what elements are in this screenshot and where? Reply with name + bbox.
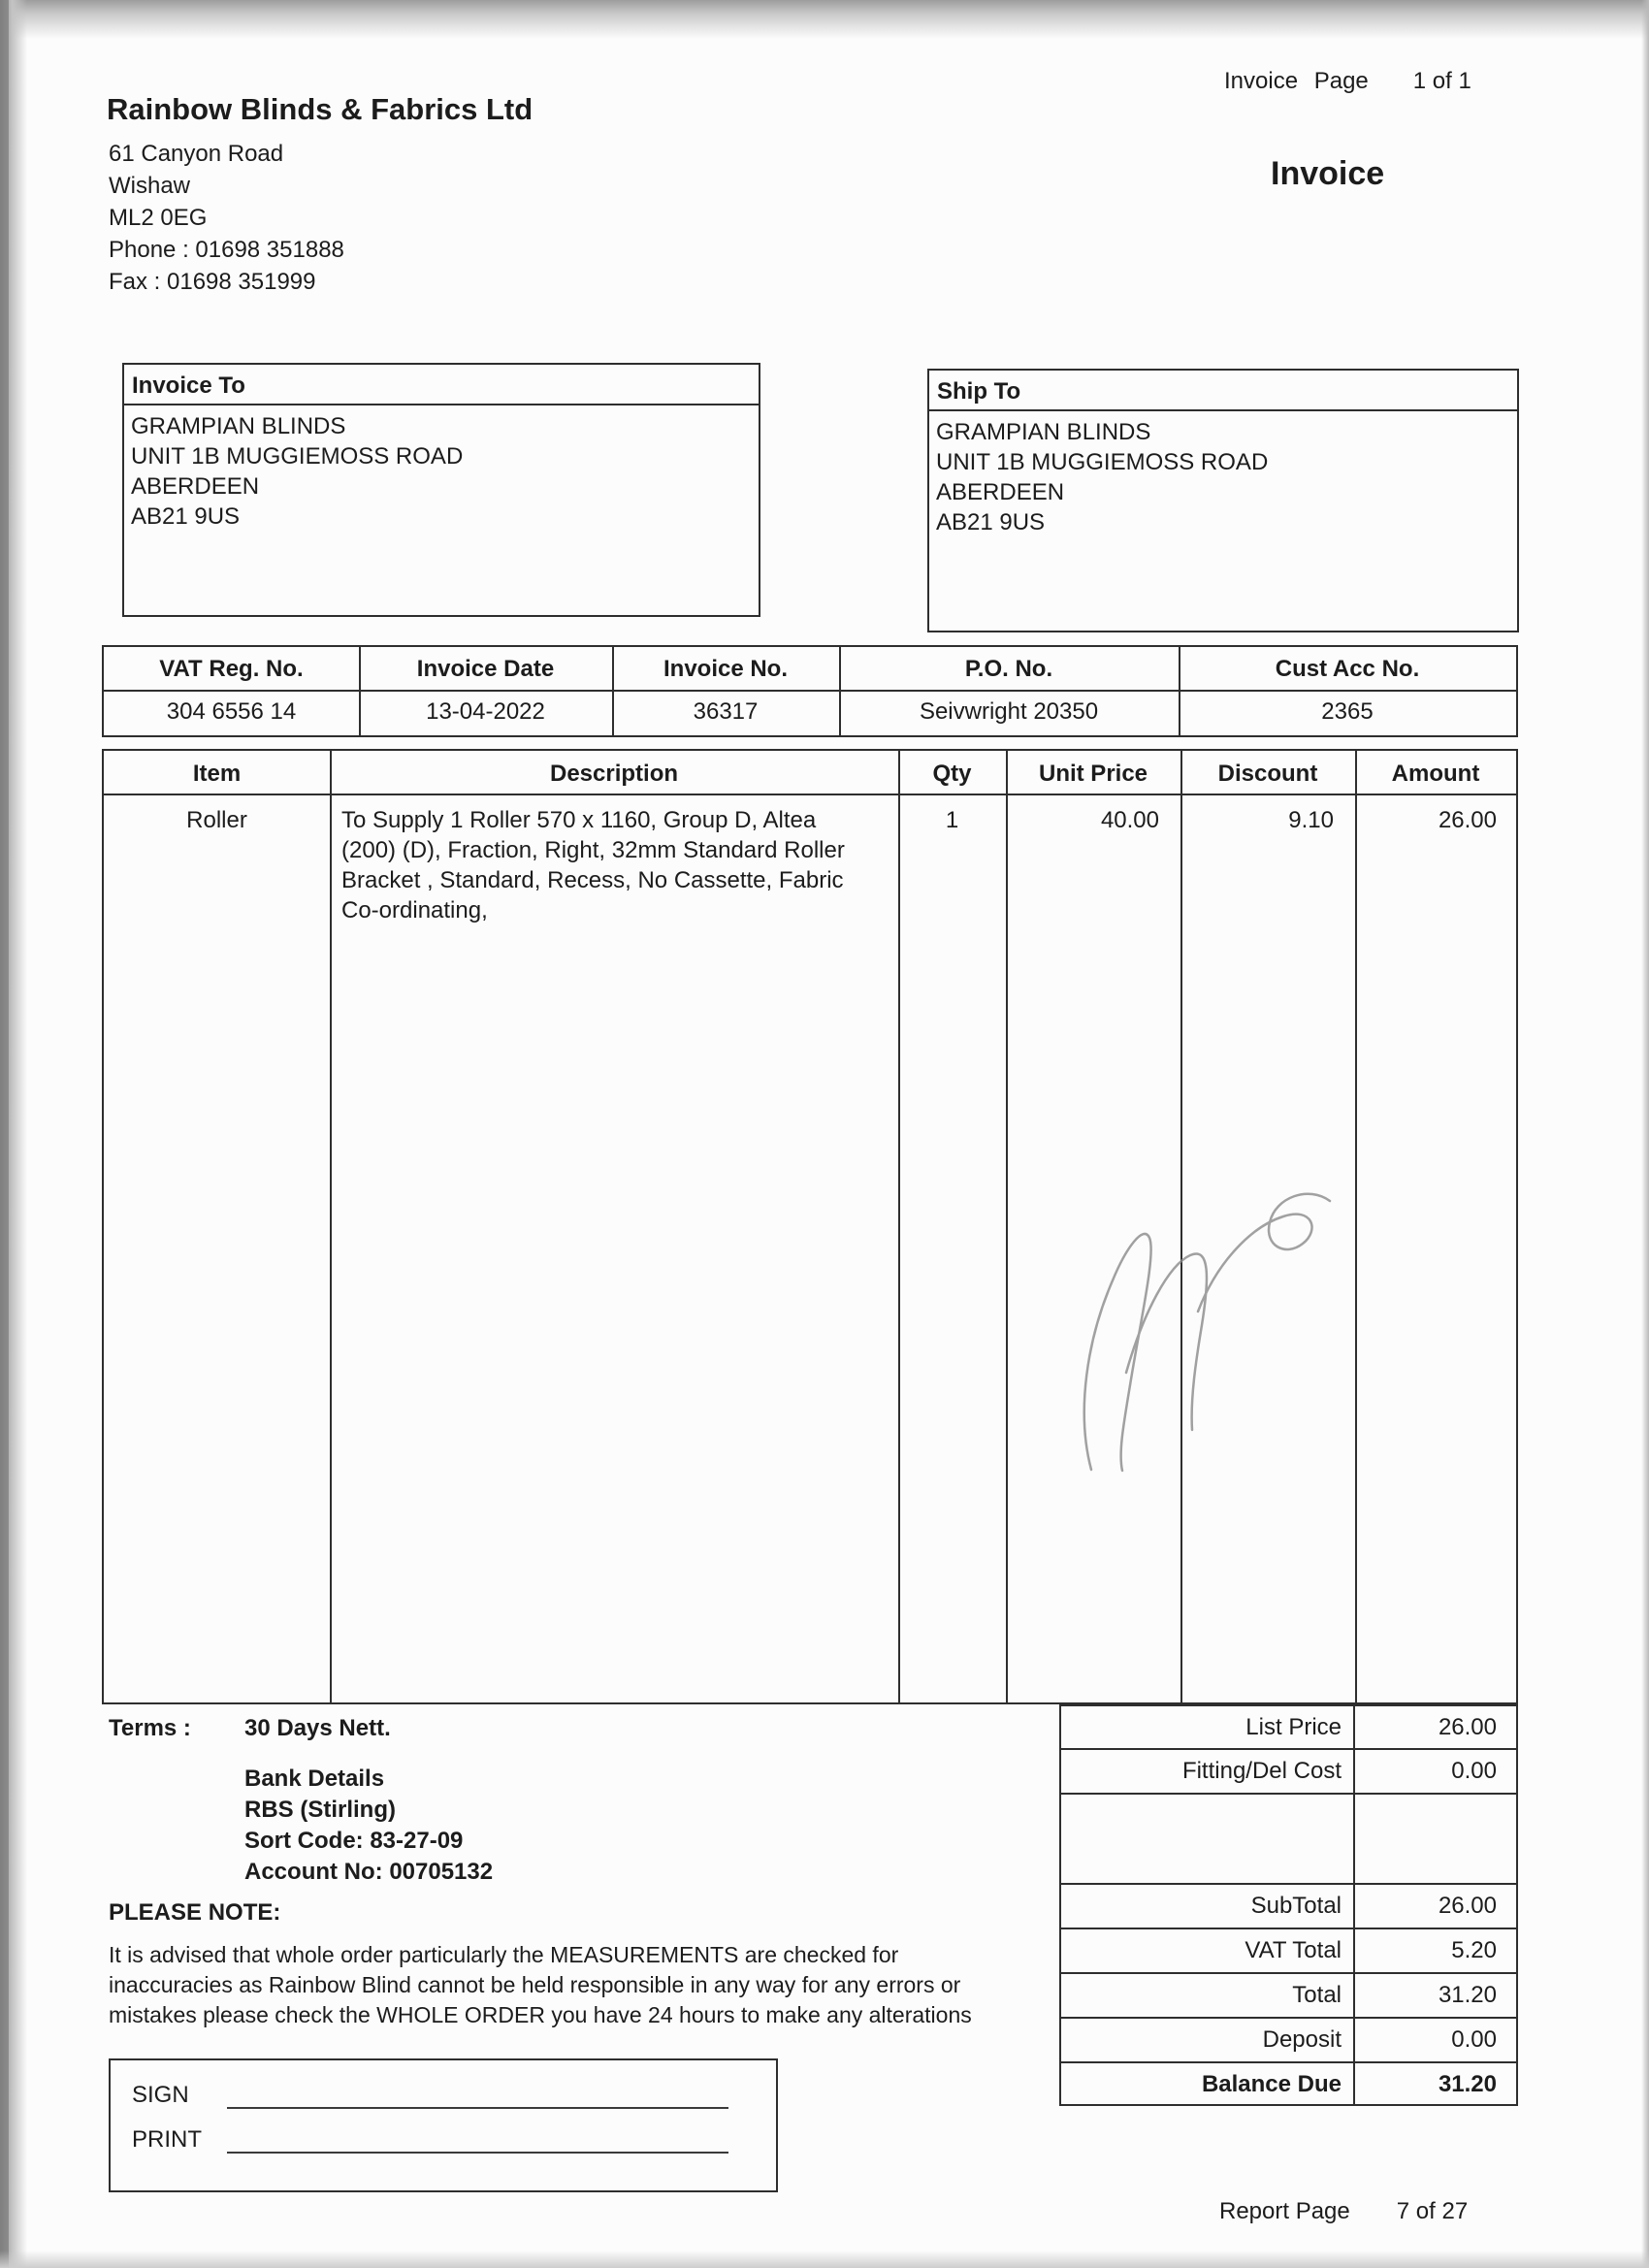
totals-label: VAT Total — [1245, 1937, 1342, 1963]
invoice-to-divider — [124, 404, 759, 405]
totals-value: 5.20 — [1451, 1937, 1497, 1963]
totals-value: 31.20 — [1438, 1982, 1497, 2008]
meta-header-vat: VAT Reg. No. — [159, 656, 304, 682]
terms-row — [109, 1715, 391, 1742]
items-column-divider — [1355, 751, 1357, 1702]
items-header-description: Description — [549, 761, 679, 787]
totals-row-total — [1061, 1974, 1516, 2019]
totals-table — [1059, 1704, 1518, 2106]
totals-value: 31.20 — [1438, 2071, 1497, 2097]
address-line: ML2 0EG — [109, 205, 208, 231]
discount-cell: 9.10 — [1288, 807, 1334, 833]
bank-details-title: Bank Details — [244, 1766, 385, 1792]
totals-row-balance-due — [1061, 2063, 1516, 2104]
invoice-to-line: GRAMPIAN BLINDS — [131, 413, 346, 439]
bank-details-line: Sort Code: 83-27-09 — [244, 1828, 464, 1854]
totals-label: Fitting/Del Cost — [1181, 1758, 1342, 1784]
totals-label: SubTotal — [1250, 1893, 1342, 1919]
invoice-to-box — [122, 363, 760, 617]
invoice-meta-table — [102, 645, 1518, 737]
meta-value-pono: Seivwright 20350 — [919, 698, 1099, 725]
totals-label: List Price — [1245, 1714, 1342, 1740]
totals-row-subtotal — [1061, 1885, 1516, 1929]
invoice-page-indicator — [1224, 68, 1471, 95]
totals-label: Total — [1292, 1982, 1342, 2008]
meta-value-invno: 36317 — [693, 698, 759, 725]
ship-to-line: GRAMPIAN BLINDS — [936, 419, 1151, 445]
amount-cell: 26.00 — [1438, 807, 1497, 833]
items-column-divider — [898, 751, 900, 1702]
bank-details-line: Account No: 00705132 — [244, 1859, 494, 1885]
invoice-to-line: AB21 9US — [131, 503, 241, 530]
address-line: 61 Canyon Road — [109, 141, 284, 167]
totals-row-spacer — [1061, 1795, 1516, 1885]
invoice-page-label: Invoice Page — [1224, 68, 1369, 94]
meta-header-pono: P.O. No. — [964, 656, 1053, 682]
items-header-discount: Discount — [1217, 761, 1318, 787]
description-cell: To Supply 1 Roller 570 x 1160, Group D, Altea (200) (D), Fraction, Right, 32mm Standard Roller Bracket , Standard, Recess, No Cassette, Fabric Co-ordinating, — [341, 807, 845, 923]
scan-edge-bottom — [0, 2251, 1649, 2268]
ship-to-line: ABERDEEN — [936, 479, 1065, 505]
print-label: PRINT — [132, 2126, 202, 2153]
bank-details-line: RBS (Stirling) — [244, 1797, 396, 1823]
meta-value-custacc: 2365 — [1321, 698, 1374, 725]
unit-price-cell: 40.00 — [1100, 807, 1159, 833]
report-page-value: 7 of 27 — [1396, 2198, 1469, 2224]
invoice-to-label: Invoice To — [132, 373, 245, 399]
print-line — [227, 2152, 728, 2154]
meta-value-vat: 304 6556 14 — [166, 698, 297, 725]
terms-label: Terms : — [109, 1715, 191, 1741]
items-header-divider — [104, 794, 1516, 795]
ship-to-line: AB21 9US — [936, 509, 1046, 535]
items-header-unit-price: Unit Price — [1038, 761, 1148, 787]
company-fax: Fax : 01698 351999 — [109, 269, 316, 295]
items-header-qty: Qty — [932, 761, 972, 787]
sign-line — [227, 2107, 728, 2109]
qty-cell: 1 — [945, 807, 959, 833]
address-line: Wishaw — [109, 173, 191, 199]
totals-row-fitting — [1061, 1750, 1516, 1795]
please-note-body: It is advised that whole order particularly the MEASUREMENTS are checked for inaccuracies as Rainbow Blind cannot be held responsible in any way for any errors or mistakes please check the WHOLE ORDER you have 24 hours to make any alterations — [109, 1942, 972, 2027]
meta-header-divider — [104, 690, 1516, 692]
ship-to-box — [927, 369, 1519, 632]
scan-edge-left-dark — [0, 0, 9, 2268]
totals-value: 26.00 — [1438, 1893, 1497, 1919]
items-header-amount: Amount — [1391, 761, 1480, 787]
items-column-divider — [1180, 751, 1182, 1702]
totals-label: Balance Due — [1201, 2071, 1342, 2097]
invoice-to-line: ABERDEEN — [131, 473, 260, 500]
company-name: Rainbow Blinds & Fabrics Ltd — [107, 92, 534, 126]
document-title: Invoice — [1271, 155, 1385, 192]
scan-edge-right — [1641, 0, 1649, 2268]
totals-value: 26.00 — [1438, 1714, 1497, 1740]
report-page-label: Report Page — [1219, 2198, 1350, 2224]
company-phone: Phone : 01698 351888 — [109, 237, 344, 263]
totals-label: Deposit — [1262, 2026, 1342, 2053]
item-cell: Roller — [186, 807, 247, 833]
items-header-item: Item — [192, 761, 242, 787]
sign-print-box — [109, 2058, 778, 2192]
meta-header-invno: Invoice No. — [663, 656, 789, 682]
meta-header-date: Invoice Date — [416, 656, 555, 682]
ship-to-divider — [929, 409, 1517, 411]
totals-value: 0.00 — [1451, 2026, 1497, 2053]
totals-row-vat — [1061, 1929, 1516, 1974]
ship-to-label: Ship To — [937, 378, 1021, 405]
totals-row-deposit — [1061, 2019, 1516, 2063]
totals-value: 0.00 — [1451, 1758, 1497, 1784]
report-page-indicator — [1219, 2198, 1468, 2225]
bank-details-block — [244, 1764, 493, 1888]
meta-header-custacc: Cust Acc No. — [1275, 656, 1420, 682]
ship-to-address — [936, 417, 1511, 537]
items-column-divider — [1006, 751, 1008, 1702]
meta-value-date: 13-04-2022 — [426, 698, 545, 725]
company-address — [109, 138, 344, 298]
invoice-page-value: 1 of 1 — [1412, 68, 1471, 94]
invoice-to-line: UNIT 1B MUGGIEMOSS ROAD — [131, 443, 464, 470]
invoice-to-address — [131, 411, 753, 532]
items-column-divider — [330, 751, 332, 1702]
line-items-table — [102, 749, 1518, 1704]
terms-value: 30 Days Nett. — [244, 1715, 391, 1741]
sign-label: SIGN — [132, 2082, 189, 2108]
scan-edge-top — [0, 0, 1649, 39]
totals-row-list-price — [1061, 1706, 1516, 1750]
please-note-title: PLEASE NOTE: — [109, 1899, 281, 1926]
ship-to-line: UNIT 1B MUGGIEMOSS ROAD — [936, 449, 1269, 475]
